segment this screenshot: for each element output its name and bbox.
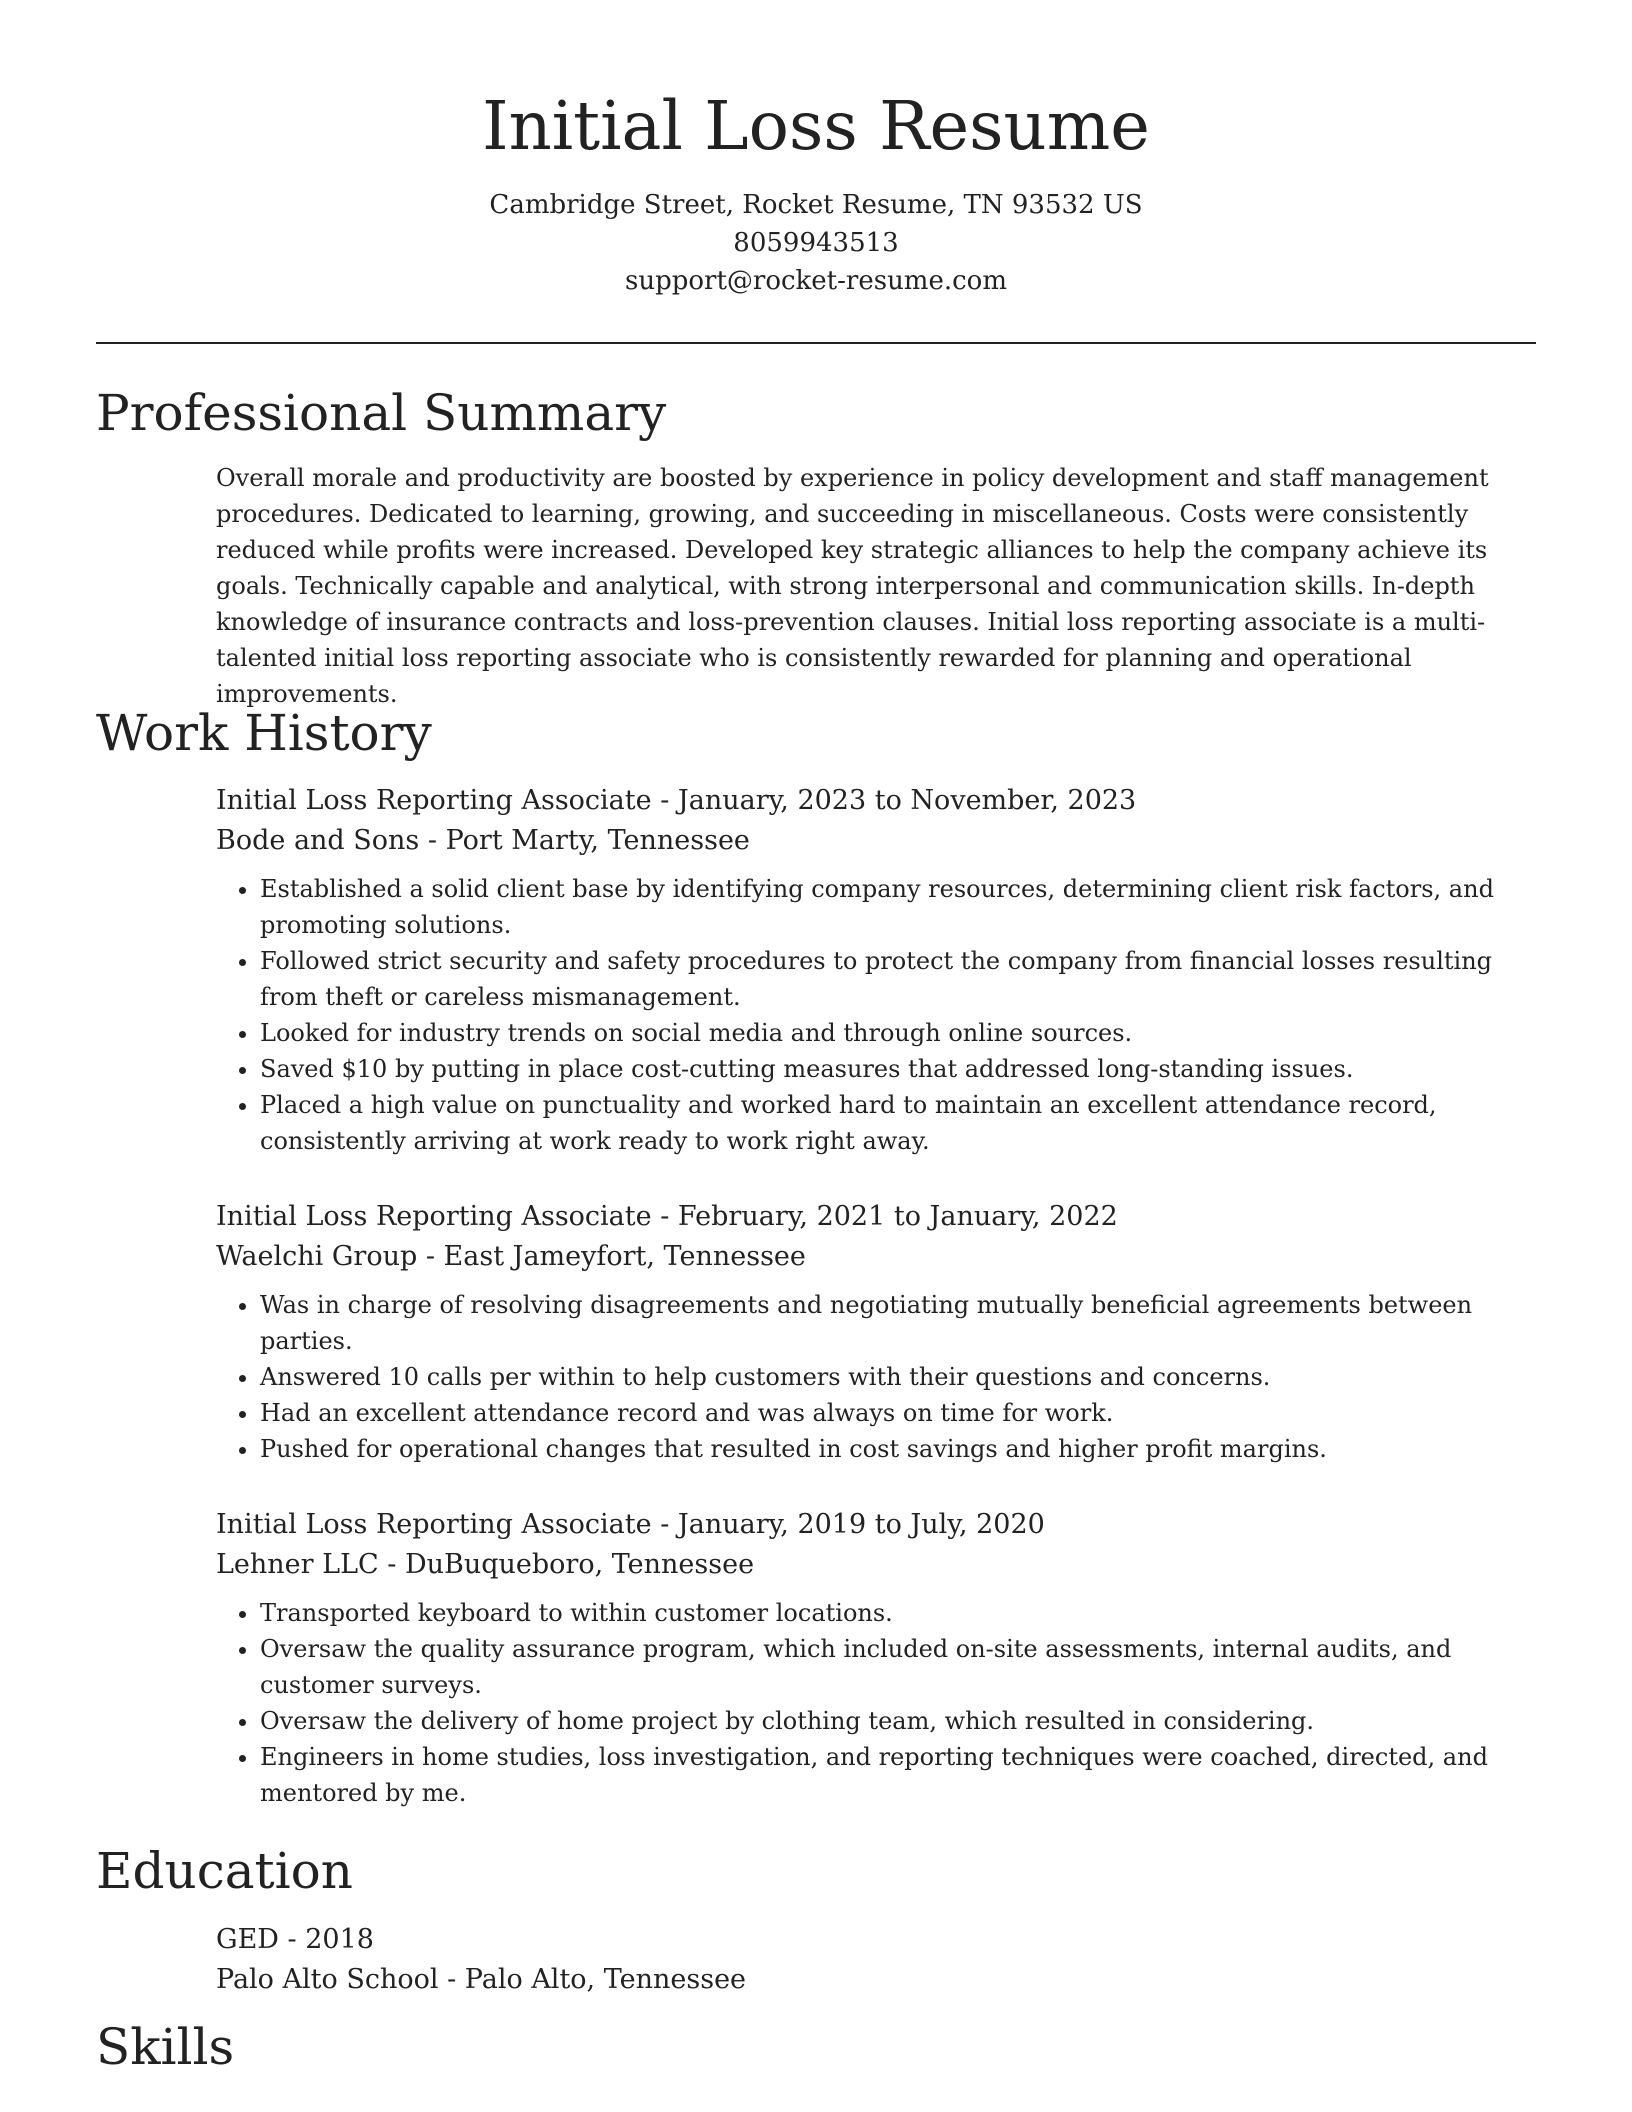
job-role: Initial Loss Reporting Associate bbox=[216, 785, 652, 816]
education-entry bbox=[216, 1920, 1536, 2000]
resume-header bbox=[96, 80, 1536, 300]
job-duty: • Answered 10 calls per within to help customers with their questions and concerns. bbox=[260, 1359, 1536, 1395]
contact-block bbox=[96, 186, 1536, 300]
job-employer-line bbox=[216, 821, 1536, 861]
job-duty: • Pushed for operational changes that resulted in cost savings and higher profit margins. bbox=[260, 1431, 1536, 1467]
education-school-line bbox=[216, 1960, 1536, 2000]
job-dates: - January, 2019 to July, 2020 bbox=[651, 1509, 1045, 1540]
job-duty: • Placed a high value on punctuality and worked hard to maintain an excellent attendance record, consistently arriving at work ready to work right away. bbox=[260, 1087, 1536, 1159]
section-heading-skills: Skills bbox=[96, 2018, 235, 2076]
education-location: - Palo Alto, Tennessee bbox=[438, 1964, 747, 1995]
job-duty: • Had an excellent attendance record and was always on time for work. bbox=[260, 1395, 1536, 1431]
education-degree: GED - 2018 bbox=[216, 1924, 374, 1955]
job-employer-line bbox=[216, 1237, 1536, 1277]
contact-address: Cambridge Street, Rocket Resume, TN 93532 US bbox=[489, 190, 1143, 220]
job-duty: • Oversaw the delivery of home project by clothing team, which resulted in considering. bbox=[260, 1703, 1536, 1739]
candidate-name: Initial Loss Resume bbox=[482, 87, 1150, 165]
job-employer: Bode and Sons bbox=[216, 825, 420, 856]
job-location: - East Jameyfort, Tennessee bbox=[417, 1241, 806, 1272]
job-role: Initial Loss Reporting Associate bbox=[216, 1509, 652, 1540]
job-duty: • Established a solid client base by identifying company resources, determining client risk factors, and promoting solutions. bbox=[260, 871, 1536, 943]
job-entry bbox=[216, 781, 1536, 1159]
summary-block bbox=[216, 460, 1536, 712]
job-title-line bbox=[216, 1505, 1536, 1545]
job-dates: - February, 2021 to January, 2022 bbox=[651, 1201, 1118, 1232]
job-title-line bbox=[216, 781, 1536, 821]
job-location: - DuBuqueboro, Tennessee bbox=[378, 1549, 755, 1580]
job-duties-list bbox=[216, 1595, 1536, 1811]
section-heading-work: Work History bbox=[96, 704, 432, 762]
job-duties-list bbox=[216, 1287, 1536, 1467]
section-heading-summary: Professional Summary bbox=[96, 384, 667, 442]
job-employer-line bbox=[216, 1545, 1536, 1585]
job-entry bbox=[216, 1197, 1536, 1467]
summary-text: Overall morale and productivity are boosted by experience in policy development and staff management procedures. Dedicated to learning, growing, and succeeding in miscellaneous. Costs were consistently reduced while profits were increased. Developed key strategic alliances to help the company achieve its goals. Technically capable and analytical, with strong interpersonal and communication skills. In-depth knowledge of insurance contracts and loss-prevention clauses. Initial loss reporting associate is a multi-talented initial loss reporting associate who is consistently rewarded for planning and operational improvements. bbox=[216, 464, 1489, 708]
education-school: Palo Alto School bbox=[216, 1964, 439, 1995]
job-location: - Port Marty, Tennessee bbox=[419, 825, 750, 856]
job-duty: • Oversaw the quality assurance program, which included on-site assessments, internal audits, and customer surveys. bbox=[260, 1631, 1536, 1703]
job-role: Initial Loss Reporting Associate bbox=[216, 1201, 652, 1232]
job-duty: • Was in charge of resolving disagreements and negotiating mutually beneficial agreements between parties. bbox=[260, 1287, 1536, 1359]
job-duty: • Saved $10 by putting in place cost-cutting measures that addressed long-standing issues. bbox=[260, 1051, 1536, 1087]
contact-phone: 8059943513 bbox=[733, 228, 899, 258]
job-duty: • Looked for industry trends on social media and through online sources. bbox=[260, 1015, 1536, 1051]
header-divider bbox=[96, 342, 1536, 344]
job-title-line bbox=[216, 1197, 1536, 1237]
job-duty: • Transported keyboard to within customer locations. bbox=[260, 1595, 1536, 1631]
job-duty: • Followed strict security and safety procedures to protect the company from financial losses resulting from theft or careless mismanagement. bbox=[260, 943, 1536, 1015]
job-dates: - January, 2023 to November, 2023 bbox=[651, 785, 1137, 816]
contact-email: support@rocket-resume.com bbox=[624, 266, 1007, 296]
job-duties-list bbox=[216, 871, 1536, 1159]
job-duty: • Engineers in home studies, loss investigation, and reporting techniques were coached, directed, and mentored by me. bbox=[260, 1739, 1536, 1811]
job-entry bbox=[216, 1505, 1536, 1811]
job-employer: Lehner LLC bbox=[216, 1549, 379, 1580]
section-heading-education: Education bbox=[96, 1842, 353, 1900]
job-employer: Waelchi Group bbox=[216, 1241, 418, 1272]
